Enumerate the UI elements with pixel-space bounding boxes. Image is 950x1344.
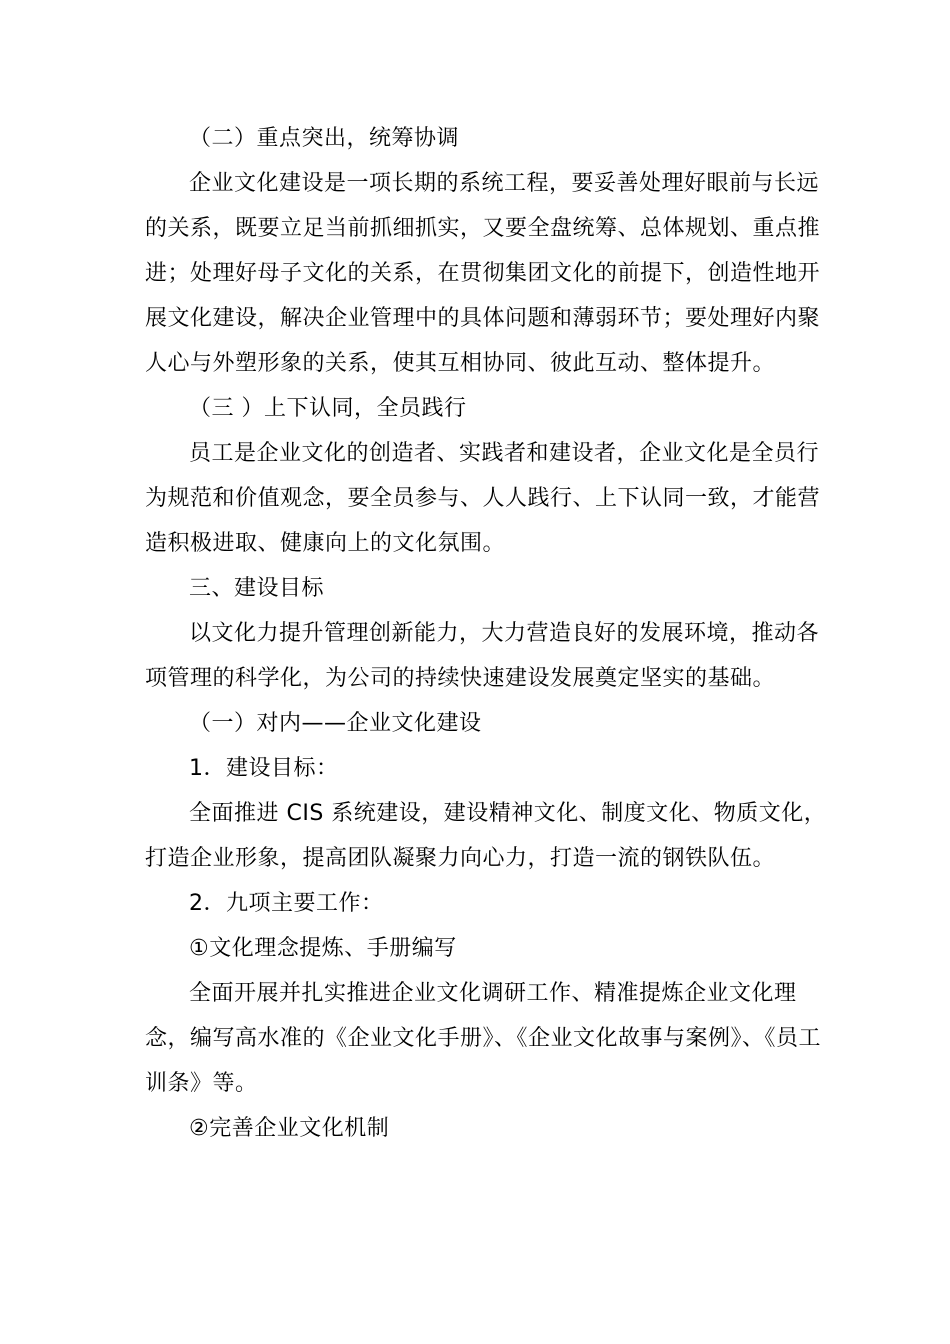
paragraph-key-points: 企业文化建设是一项长期的系统工程，要妥善处理好眼前与长远的关系，既要立足当前抓细抓实，又要全盘统筹、总体规划、重点推进；处理好母子文化的关系，在贯彻集团文化的前提下，创造性地开展文化建设，解决企业管理中的具体问题和薄弱环节；要处理好内聚人心与外塑形象的关系，使其互相协同、彼此互动、整体提升。 bbox=[145, 171, 821, 376]
paragraph-goals: 以文化力提升管理创新能力，大力营造良好的发展环境，推动各项管理的科学化，为公司的持续快速建设发展奠定坚实的基础。 bbox=[145, 621, 820, 691]
paragraph-build-goal: 全面推进 CIS 系统建设，建设精神文化、制度文化、物质文化，打造企业形象，提高团队凝聚力向心力，打造一流的钢铁队伍。 bbox=[145, 801, 827, 871]
document-body bbox=[145, 116, 835, 1151]
subheading-nine-tasks: 2．九项主要工作： bbox=[189, 891, 384, 916]
paragraph-consensus: 员工是企业文化的创造者、实践者和建设者，企业文化是全员行为规范和价值观念，要全员参与、人人践行、上下认同一致，才能营造积极进取、健康向上的文化氛围。 bbox=[145, 441, 821, 556]
section-heading-consensus: （三 ）上下认同，全员践行 bbox=[189, 396, 467, 421]
paragraph-task-1: 全面开展并扎实推进企业文化调研工作、精准提炼企业文化理念，编写高水准的《企业文化手册》、《企业文化故事与案例》、《员工训条》等。 bbox=[145, 981, 822, 1096]
section-heading-internal: （一）对内——企业文化建设 bbox=[189, 711, 482, 736]
section-heading-key-points: （二）重点突出，统筹协调 bbox=[189, 126, 460, 151]
task-heading-1: ①文化理念提炼、手册编写 bbox=[189, 936, 457, 961]
section-heading-goals: 三、建设目标 bbox=[189, 576, 325, 601]
task-heading-2: ②完善企业文化机制 bbox=[189, 1116, 390, 1141]
subheading-build-goal: 1．建设目标： bbox=[189, 756, 339, 781]
